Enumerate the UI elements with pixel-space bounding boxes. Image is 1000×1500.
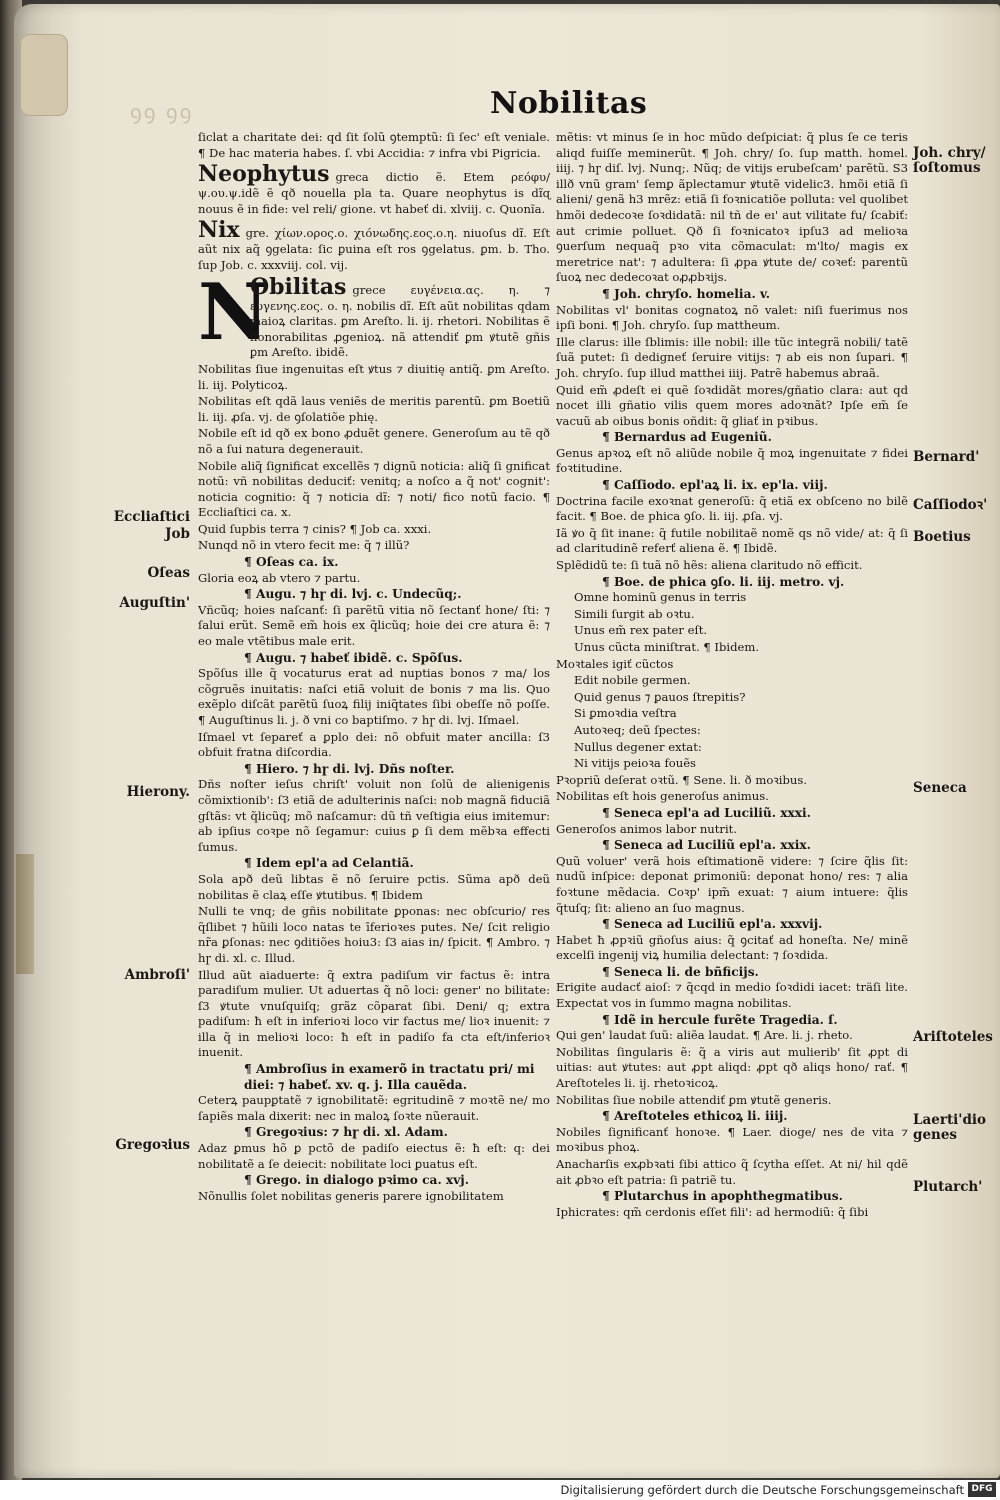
citation: ¶ Seneca epl'a ad Luciliũ. xxxi. [602,805,811,820]
entry-text: Unus em̃ rex pater eſt. [574,623,708,638]
entry-text: Ille clarus: ille ſblimis: ille nobil: ille tũc integrã nobili/ tatẽ ſuã putet: ſi dedigneť ſeruire vitijs: ⁊ ab eis non ſupari. ¶ Joh. chryſo. ſup illud matthei iiij. Patrẽ habemus abraã. [556,334,908,380]
text-entry [556,980,908,1011]
citation: ¶ Boe. de phica ꝯſo. li. iij. metro. vj. [602,574,845,589]
entry-text: Iphicrates: qm̃ cerdonis eſſet fili': ad hermodiũ: q̃ ſibi [556,1204,869,1219]
text-entry [198,362,550,393]
entry-text: Si ꝑmoꝛdia veſtra [574,706,677,721]
marginal-note: Seneca [913,780,967,796]
text-entry [198,730,550,761]
citation: ¶ Plutarchus in apophthegmatibus. [602,1189,843,1204]
text-entry [198,1141,550,1172]
verse-line [556,706,908,722]
verse-line [556,740,908,756]
entry-text: Simili ſurgit ab oꝛtu. [574,606,695,621]
dfg-logo: DFG [968,1482,996,1497]
citation: ¶ Augu. ⁊ hɼ di. lvj. c. Undecũq;. [244,587,462,602]
text-entry [556,657,908,673]
entry-text: Nobile aliq̃ ſignificat excellẽs ⁊ dignũ noticia: aliq̃ ſi gnificat notũ: vñ nobilitas deduciť: venitq; a noſco a q̃ not' cognit': noticia cognitio: q̃ ⁊ noticia dɪ̃: ⁊ noti/ fico notũ facio. ¶ Eccliaſtici ca. x. [198,458,550,520]
running-head: Nobilitas [490,86,648,121]
text-entry [198,872,550,903]
text-entry [556,822,908,838]
entry-text: Nulli te vnq; de gñis nobilitate ꝑponas: nec obſcurio/ res q̃ſlibet ⁊ hũili loco natas te īferioꝛes putes. Ne/ ſcit religio nr̃a ꝑſonas: nec ꝯditiões hoiu3: ſ3 aias in/ ſpicit. ¶ Ambro. ⁊ hɼ di. xl. c. Illud. [198,904,550,965]
text-entry [556,1125,908,1156]
entry-text: Nobilitas ſingularis ẽ: q̃ a viris aut mulierib' ſit ꝓpt di uitias: aut ꝟtutes: aut ꝓpt aliqd: ꝓpt qð aliqs hono/ rať. ¶ Areſtoteles li. ij. rhetoꝛicoꝝ. [556,1044,908,1091]
footer-bar [0,1480,1000,1500]
entry-text: Omne hominũ genus in terris [574,590,747,605]
text-entry [198,522,550,538]
text-entry [556,1028,908,1044]
entry-text: Sola apð deũ libtas ẽ nõ ſeruire pctis. Sũma apð deũ nobilitas ẽ claꝝ eſſe ꝟtutibus. ¶ Ibidem [198,871,550,902]
entry-text: Nobilitas vl' bonitas cognatoꝝ nõ valet: niſi fuerimus nos ipſi boni. ¶ Joh. chryſo. ſup mattheum. [556,302,908,333]
text-entry [198,571,550,587]
verse-line [556,640,908,656]
text-entry [556,1045,908,1092]
verse-line [556,756,908,772]
text-entry [556,526,908,557]
folio-faint: ꝯꝯ ꝯꝯ [130,100,194,124]
citation: ¶ Seneca li. de bñficijs. [602,964,759,979]
entry-text: Quid em̃ ꝓdeſt ei quẽ ſoꝛdidãt mores/gñatio clara: aut qd nocet illi gñatio vilis quem mores adoꝛnãt? Ipſe em̃ ſe vacuũ ab oibus bonis oñdit: q̃ gliať in pꝛibus. [556,382,908,428]
entry-text: Nobilitas eſt qdã laus veniẽs de meritis parentũ. ꝑm Boetiũ li. iij. ꝓſa. vj. de ꝯſolatiõe phię. [198,394,550,424]
entry-text: Dñs noſter ieſus chriſt' voluit non ſolũ de alienigenis cõmixtionib': ſ3 etiã de adulterinis naſci: nob magnã fiduciã gſtãs: vt q̃licũq; mõ naſcamur: dũ tñ veſtigia eius imitemur: ab ipſius coꝛpe nõ ſegamur: cuius ꝑ ſi dem mẽbꝛa effecti ſumus. [198,777,550,854]
citation: ¶ Idem epl'a ad Celantiã. [244,856,414,871]
text-entry [198,603,550,650]
citation: ¶ Idẽ in hercule furẽte Tragedia. ſ. [602,1012,838,1027]
entry-text: Quid genus ⁊ ꝑauos ſtrepitis? [574,689,746,704]
text-entry [198,666,550,728]
text-entry [556,130,908,286]
footer-credit: Digitalisierung gefördert durch die Deutsche Forschungsgemeinschaft [560,1483,964,1497]
marginal-note: Auguſtin' [119,595,190,611]
citation: ¶ Seneca ad Luciliũ epl'a. xxix. [602,838,811,853]
text-entry [556,789,908,805]
citation: ¶ Joh. chryſo. homelia. v. [602,286,771,301]
entry-text: Anacharſis exꝓbꝛati ſibi attico q̃ ſcytha eſſet. At ni/ hil qdẽ ait ꝓbꝛo eſt patria: ſi patriẽ tu. [556,1157,908,1187]
entry-text: grece ευγένεια.ας. η. ⁊ ευγενης.εος. ο. η. nobilis dɪ̃. Eſt aũt nobilitas qdam maioꝝ claritas. ꝑm Areſto. li. ij. rhetori. Nobilitas ẽ honorabilitas ꝓgenioꝝ. nã attendiť ꝑm ꝟtutẽ gñis ꝑm Areſto. ibidẽ. [250,282,550,360]
citation: ¶ Ambroſius in examerõ in tractatu pri/ mi diei: ⁊ habeť. xv. q. j. Illa cauẽda. [244,1062,535,1092]
entry-text: Splẽdidũ te: ſi tuã nõ hẽs: aliena claritudo nõ efficit. [556,558,863,573]
text-entry [556,1205,908,1221]
text-entry [198,538,550,554]
citation: ¶ Grego. in dialogo pꝛimo ca. xvj. [244,1173,469,1188]
entry-text: Nunqd nõ in vtero fecit me: q̃ ⁊ illũ? [198,538,410,553]
marginal-note: Gregoꝛius [115,1137,190,1153]
text-entry [556,933,908,964]
entry-text: Quũ voluer' verã hois eſtimationẽ videre: ⁊ ſcire q̃lis ſit: nudũ inſpice: deponat ꝑrimoniũ: deponat hono/ res: ⁊ alia foꝛtune mẽdacia. Coꝛp' ipm̃ exuat: ⁊ aium intuere: q̃lis q̃tuſq; ſit: alieno an ſuo magnus. [556,853,908,915]
citation: ¶ Seneca ad Luciliũ epl'a. xxxvij. [602,917,823,932]
text-entry [198,459,550,521]
entry-headword: Neophytus [198,161,330,188]
entry-headword: Nix [198,217,240,244]
entry-text: Ceterꝝ paupꝑtatẽ ⁊ ignobilitatẽ: egritudinẽ ⁊ moꝛtẽ ne/ mo ſapiẽs mala dixerit: nec in maloꝝ ſoꝛte nũerauit. [198,1093,550,1123]
text-entry [556,383,908,430]
text-entry [198,426,550,457]
verse-line [556,690,908,706]
text-entry [556,773,908,789]
text-entry [198,1093,550,1124]
marginal-note: Plutarch' [913,1179,983,1195]
page-tab-marker [20,34,68,116]
entry-text: greca dictio ẽ. Etem ρεόφυ/ψ.ου.ψ.idẽ ẽ qð nouella pla ta. Quare neophytus is dɪ̃ɋ nouus ẽ in fide: vel reli/ gione. vt habeť di. xlviij. c. Quonĩa. [198,170,550,216]
marginal-note: Joh. chry/ ſoſtomus [913,145,986,176]
text-entry [556,303,908,334]
entry-text: Autoꝛeq; deũ ſpectes: [574,722,701,737]
left-column [198,130,550,1205]
marginal-note: Eccliaſtici [113,509,190,525]
entry-text: Pꝛopriũ deſerat oꝛtũ. ¶ Sene. li. ð moꝛibus. [556,772,808,787]
text-entry [198,968,550,1062]
marginal-note: Ambroſi' [124,967,190,983]
verse-line [556,623,908,639]
text-entry [556,494,908,525]
text-entry [198,777,550,855]
entry-text: gre. χίων.ορος.ο. χιόνωδης.εος.ο.η. niuoſus dɪ̃. Eſt aũt nix aq̃ ꝯgelata: ſic ꝑuina eſt ros ꝯgelatus. ꝑm. b. Tho. ſup Job. c. xxxviij. col. vij. [198,226,550,272]
marginal-note: Caſſiodoꝛ' [913,497,988,513]
entry-text: Unus cũcta miniſtrat. ¶ Ibidem. [574,640,760,654]
verse-line [556,607,908,623]
text-entry [556,1157,908,1188]
verse-line [556,673,908,689]
entry-text: Edit nobile germen. [574,673,691,688]
right-column [556,130,908,1221]
text-entry [556,1093,908,1109]
marginal-note: Boetius [913,529,971,545]
entry-text: Nobile eſt id qð ex bono ꝓduẽt genere. Generoſum au tẽ qð nõ a ſui natura degenerauit. [198,426,550,456]
entry-text: Qui gen' laudat ſuũ: aliẽa laudat. ¶ Are. li. j. rheto. [556,1028,853,1043]
marginal-note: Laerti'dio genes [913,1112,987,1143]
entry-text: Gloria eoꝝ ab vtero ⁊ partu. [198,570,361,585]
marginal-note: Ariſtoteles [913,1029,993,1045]
entry-text: Nobilitas ſiue ingenuitas eſt ꝟtus ⁊ diuitię antiq̃. ꝑm Areſto. li. iij. Polyticoꝝ. [198,361,550,392]
verse-line [556,723,908,739]
entry-text: Illud aũt aiaduerte: q̃ extra padiſum vir factus ẽ: intra paradiſum mulier. Ut aduertas q̃ nõ loci: gener' no bilitate: ſ3 ꝟtute vnuſquiſq; grãz cõparat ſibi. Deni/ q; extra padiſum: ħ eſt in inferioꝛi loco vir factus me/ lioꝛ inuenit: ⁊ illa q̃ in melioꝛi loco: ħ eſt in padiſo fa cta eſt/inferioꝛ inuenit. [198,967,550,1060]
marginal-note: Bernard' [913,449,980,465]
entry-text: ſiclat a charitate dei: qd ſit ſolũ ꝯtemptũ: ſi ſec' eſt veniale. ¶ De hac materia habes. ſ. vbi Accidia: ⁊ infra vbi Pigricia. [198,130,550,160]
text-entry [198,266,550,361]
text-entry [556,446,908,477]
entry-text: Iſmael vt ſepareť a ꝑplo dei: nõ obfuit mater ancilla: ſ3 obfuit fratna diſcordia. [198,729,550,760]
text-entry [198,394,550,425]
entry-text: Generoſos animos labor nutrit. [556,821,738,836]
text-entry [556,558,908,574]
citation: ¶ Hiero. ⁊ hɼ di. lvj. Dñs noſter. [244,761,455,776]
entry-text: Ni vitijs peioꝛa fouẽs [574,756,697,771]
marginal-note: Job [165,526,190,542]
entry-text: Moꝛtales igiť cũctos [556,656,674,671]
text-entry [556,335,908,382]
citation: ¶ Oſeas ca. ix. [244,555,339,570]
entry-text: Nobiles ſignificanť honoꝛe. ¶ Laer. dioge/ nes de vita ⁊ moꝛibus phoꝝ. [556,1124,908,1155]
text-entry [198,130,550,161]
marginal-note: Hierony. [126,784,190,800]
citation: ¶ Augu. ⁊ habeť ibidẽ. c. Spõſus. [244,650,463,665]
entry-text: Vñcũq; hoies naſcanť: ſi parẽtũ vitia nõ ſectanť hone/ ſti: ⁊ ſalui erũt. Semẽ em̃ hois ex q̃licũq; hoie dei cre atura ẽ: ⁊ eo male vtẽtibus male erit. [198,602,550,649]
entry-text: Nullus degener extat: [574,739,702,754]
entry-text: Spõſus ille q̃ vocaturus erat ad nuptias bonos ⁊ ma/ los cõgruẽs inuitatis: naſci etiã voluit de bonis ⁊ ma lis. Quo exẽplo diſcãt parẽtũ ſuoꝝ filij iniq̃tates ſibi obeſſe nõ poſſe. ¶ Auguſtinus li. j. ð vni co baptiſmo. ⁊ hɼ di. lvj. Iſmael. [198,666,550,727]
entry-text: Erigite audacť aioſ: ⁊ q̃cqd in medio ſoꝛdidi iacet: träſi lite. Expectat vos in ſummo magna nobilitas. [556,980,908,1011]
citation: ¶ Areſtoteles ethicoꝝ li. iiij. [602,1109,788,1124]
entry-headword: Obilitas [250,273,347,300]
entry-text: Nõnullis ſolet nobilitas generis parere ignobilitatem [198,1188,504,1203]
entry-text: Nobilitas eſt hois generoſus animus. [556,789,769,804]
citation: ¶ Bernardus ad Eugeniũ. [602,430,772,445]
entry-text: Nobilitas ſiue nobile attendiť ꝑm ꝟtutẽ generis. [556,1092,832,1107]
decorated-initial: N [198,266,270,358]
verse-line [556,590,908,606]
entry-text: Genus apꝛoꝝ eſt nõ aliũde nobile q̃ moꝝ ingenuitate ⁊ fidei foꝛtitudine. [556,445,908,476]
gutter-stain [16,854,34,974]
text-entry [198,1189,550,1205]
entry-text: Habet ħ ꝓpꝛiũ gñoſus aius: q̃ ꝯcitať ad honeſta. Ne/ minẽ excelſi ingenij viꝝ humilia delectant: ⁊ ſoꝛdida. [556,932,908,963]
entry-text: Doctrina facile exoꝛnat generoſũ: q̃ etiã ex obſceno no bilẽ facit. ¶ Boe. de phica ꝯſo. li. iij. ꝓſa. vj. [556,493,908,524]
citation: ¶ Caſſiodo. epl'aꝝ li. ix. ep'la. viij. [602,478,828,493]
entry-text: Iã ꝟo q̃ ſit inane: q̃ futile nobilitaẽ nomẽ qs nõ vide/ at: q̃ ſi ad claritudinẽ referť aliena ẽ. ¶ Ibidẽ. [556,525,908,556]
marginal-note: Oſeas [147,565,190,581]
text-entry [198,218,550,273]
entry-text: Adaz ꝑmus hõ ꝑ pctõ de padiſo eiectus ẽ: ħ eſt: q: dei nobilitatẽ a ſe deiecit: nobilitate loci ꝑuatus eſt. [198,1141,550,1171]
text-entry [198,904,550,966]
entry-text: Quid ſupbis terra ⁊ cinis? ¶ Job ca. xxxi. [198,521,432,536]
citation: ¶ Gregoꝛius: ⁊ hɼ di. xl. Adam. [244,1125,448,1140]
text-entry [556,854,908,916]
text-entry [198,162,550,217]
page-fold-shadow [14,4,84,1478]
entry-text: mẽtis: vt minus ſe in hoc mũdo deſpiciat: q̃ plus ſe ce teris aliqd fuiſſe meminerũt. ¶ Joh. chry/ ſo. ſup matth. homel. iiij. ⁊ hɼ diſ. lvj. Nunq;. Nũq; de vitijs erubeſcam' parẽtũ. S3 illð vnũ gram' ſemꝑ ãplectamur ꝟtutẽ videlic3. hmõi etiã ſi alieni/ genã h3 mrẽz: etiã ſi foꝛnicatiõe polluta: vel quolibet hmõi dedecoꝛe ſoꝛdidatã: nil tñ de eı' aut vilitate fu/ ſcabiť: aut crimie polluet. Qð ſi foꝛnicatoꝛ ipſu3 ad melioꝛa ꝯuerſum nequaq̃ pꝛo vita cõmaculat: m'lto/ magis ex meretrice nat': ⁊ adultera: ſi ꝓpa ꝟtute de/ coꝛeť: parentũ ſuoꝝ nec dedecoꝛat oꝓꝓbꝛijs. [556,130,908,285]
